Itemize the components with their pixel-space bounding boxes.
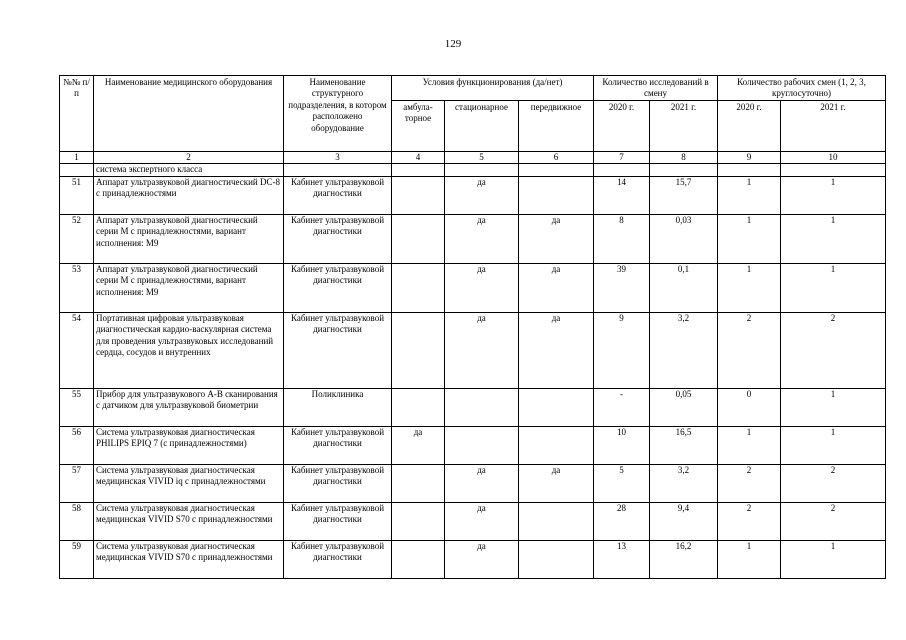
row-number: 52 — [60, 214, 94, 263]
table-row — [60, 388, 886, 426]
studies-2020: 9 — [594, 312, 650, 388]
shifts-2020: 2 — [718, 464, 781, 502]
studies-2020: 14 — [594, 176, 650, 214]
header-col-dept: Наименование структурного подразделения, в котором расположено оборудование — [284, 76, 392, 152]
cond-stationary — [445, 388, 519, 426]
continuation-row — [60, 164, 886, 176]
studies-2021: 0,05 — [650, 388, 718, 426]
row-number: 51 — [60, 176, 94, 214]
column-number: 2 — [94, 152, 284, 164]
shifts-2020: 2 — [718, 312, 781, 388]
equipment-name: Система ультразвуковая диагностическая медицинская VIVID iq с принадлежностями — [94, 464, 284, 502]
equipment-table — [59, 75, 886, 579]
studies-2020: 5 — [594, 464, 650, 502]
department: Кабинет ультразвуковой диагностики — [284, 426, 392, 464]
table-row — [60, 176, 886, 214]
department: Кабинет ультразвуковой диагностики — [284, 312, 392, 388]
equipment-name: Система ультразвуковая диагностическая PHILIPS EPIQ 7 (с принадлежностями) — [94, 426, 284, 464]
studies-2020: 8 — [594, 214, 650, 263]
equipment-name: Прибор для ультразвукового А-В сканирования с датчиком для ультразвуковой биометрии — [94, 388, 284, 426]
header-cond-mobile: передвижное — [519, 101, 594, 152]
cond-mobile: да — [519, 464, 594, 502]
column-number: 1 — [60, 152, 94, 164]
header-shifts-group: Количество рабочих смен (1, 2, 3, круглосуточно) — [718, 76, 886, 101]
cond-stationary: да — [445, 214, 519, 263]
header-shifts-2021: 2021 г. — [781, 101, 886, 152]
cond-mobile — [519, 176, 594, 214]
cond-ambulatory — [392, 214, 445, 263]
cond-stationary: да — [445, 263, 519, 312]
department: Кабинет ультразвуковой диагностики — [284, 263, 392, 312]
header-cond-stationary: стационарное — [445, 101, 519, 152]
cond-stationary: да — [445, 464, 519, 502]
shifts-2021: 2 — [781, 502, 886, 540]
cond-mobile: да — [519, 214, 594, 263]
equipment-name: Портативная цифровая ультразвуковая диагностическая кардио-васкулярная система для проведения ультразвуковых исследований сердца, сосудов и внутренних — [94, 312, 284, 388]
table-row — [60, 502, 886, 540]
header-cond-ambulatory: амбула-торное — [392, 101, 445, 152]
cond-stationary: да — [445, 312, 519, 388]
shifts-2021: 1 — [781, 388, 886, 426]
column-number: 4 — [392, 152, 445, 164]
studies-2021: 0,1 — [650, 263, 718, 312]
table-row — [60, 312, 886, 388]
row-number: 58 — [60, 502, 94, 540]
continuation-text: система экспертного класса — [94, 164, 284, 176]
row-number: 55 — [60, 388, 94, 426]
table-row — [60, 464, 886, 502]
equipment-name: Аппарат ультразвуковой диагностический серии М с принадлежностями, вариант исполнения: М9 — [94, 214, 284, 263]
studies-2021: 15,7 — [650, 176, 718, 214]
cond-ambulatory — [392, 540, 445, 578]
table-row — [60, 263, 886, 312]
equipment-name: Система ультразвуковая диагностическая медицинская VIVID S70 с принадлежностями — [94, 502, 284, 540]
shifts-2020: 2 — [718, 502, 781, 540]
column-number: 6 — [519, 152, 594, 164]
studies-2021: 3,2 — [650, 312, 718, 388]
shifts-2020: 1 — [718, 263, 781, 312]
studies-2020: 13 — [594, 540, 650, 578]
column-number: 7 — [594, 152, 650, 164]
column-number-row — [60, 152, 886, 164]
header-shifts-2020: 2020 г. — [718, 101, 781, 152]
column-number: 9 — [718, 152, 781, 164]
equipment-name: Система ультразвуковая диагностическая медицинская VIVID S70 с принадлежностями — [94, 540, 284, 578]
row-number: 53 — [60, 263, 94, 312]
studies-2020: - — [594, 388, 650, 426]
column-number: 10 — [781, 152, 886, 164]
shifts-2021: 1 — [781, 214, 886, 263]
column-number: 3 — [284, 152, 392, 164]
shifts-2020: 0 — [718, 388, 781, 426]
studies-2021: 3,2 — [650, 464, 718, 502]
equipment-name: Аппарат ультразвуковой диагностический DC-8 с принадлежностями — [94, 176, 284, 214]
studies-2021: 9,4 — [650, 502, 718, 540]
studies-2021: 16,2 — [650, 540, 718, 578]
shifts-2021: 1 — [781, 540, 886, 578]
row-number: 56 — [60, 426, 94, 464]
department: Поликлиника — [284, 388, 392, 426]
table-row — [60, 214, 886, 263]
shifts-2021: 2 — [781, 312, 886, 388]
shifts-2021: 1 — [781, 176, 886, 214]
cond-ambulatory: да — [392, 426, 445, 464]
studies-2021: 0,03 — [650, 214, 718, 263]
cond-mobile — [519, 388, 594, 426]
header-col-num: №№ п/п — [60, 76, 94, 152]
equipment-name: Аппарат ультразвуковой диагностический серии М с принадлежностями, вариант исполнения: М9 — [94, 263, 284, 312]
cond-stationary: да — [445, 540, 519, 578]
row-number: 57 — [60, 464, 94, 502]
cond-ambulatory — [392, 502, 445, 540]
shifts-2020: 1 — [718, 176, 781, 214]
column-number: 5 — [445, 152, 519, 164]
cond-mobile — [519, 540, 594, 578]
department: Кабинет ультразвуковой диагностики — [284, 176, 392, 214]
column-number: 8 — [650, 152, 718, 164]
studies-2020: 28 — [594, 502, 650, 540]
header-studies-2020: 2020 г. — [594, 101, 650, 152]
header-studies-2021: 2021 г. — [650, 101, 718, 152]
shifts-2021: 1 — [781, 426, 886, 464]
page-number: 129 — [444, 38, 462, 50]
shifts-2020: 1 — [718, 540, 781, 578]
cond-mobile: да — [519, 312, 594, 388]
cond-ambulatory — [392, 263, 445, 312]
shifts-2021: 2 — [781, 464, 886, 502]
cond-stationary: да — [445, 176, 519, 214]
cond-stationary: да — [445, 502, 519, 540]
cond-mobile — [519, 502, 594, 540]
cond-mobile: да — [519, 263, 594, 312]
department: Кабинет ультразвуковой диагностики — [284, 214, 392, 263]
department: Кабинет ультразвуковой диагностики — [284, 502, 392, 540]
header-conditions-group: Условия функционирования (да/нет) — [392, 76, 594, 101]
row-number: 54 — [60, 312, 94, 388]
header-col-name: Наименование медицинского оборудования — [94, 76, 284, 152]
department: Кабинет ультразвуковой диагностики — [284, 464, 392, 502]
studies-2021: 16,5 — [650, 426, 718, 464]
cond-ambulatory — [392, 388, 445, 426]
studies-2020: 10 — [594, 426, 650, 464]
shifts-2020: 1 — [718, 214, 781, 263]
studies-2020: 39 — [594, 263, 650, 312]
header-studies-group: Количество исследований в смену — [594, 76, 718, 101]
cond-mobile — [519, 426, 594, 464]
cond-ambulatory — [392, 312, 445, 388]
shifts-2021: 1 — [781, 263, 886, 312]
department: Кабинет ультразвуковой диагностики — [284, 540, 392, 578]
cond-ambulatory — [392, 176, 445, 214]
cond-ambulatory — [392, 464, 445, 502]
cond-stationary — [445, 426, 519, 464]
table-row — [60, 426, 886, 464]
shifts-2020: 1 — [718, 426, 781, 464]
row-number: 59 — [60, 540, 94, 578]
table-row — [60, 540, 886, 578]
